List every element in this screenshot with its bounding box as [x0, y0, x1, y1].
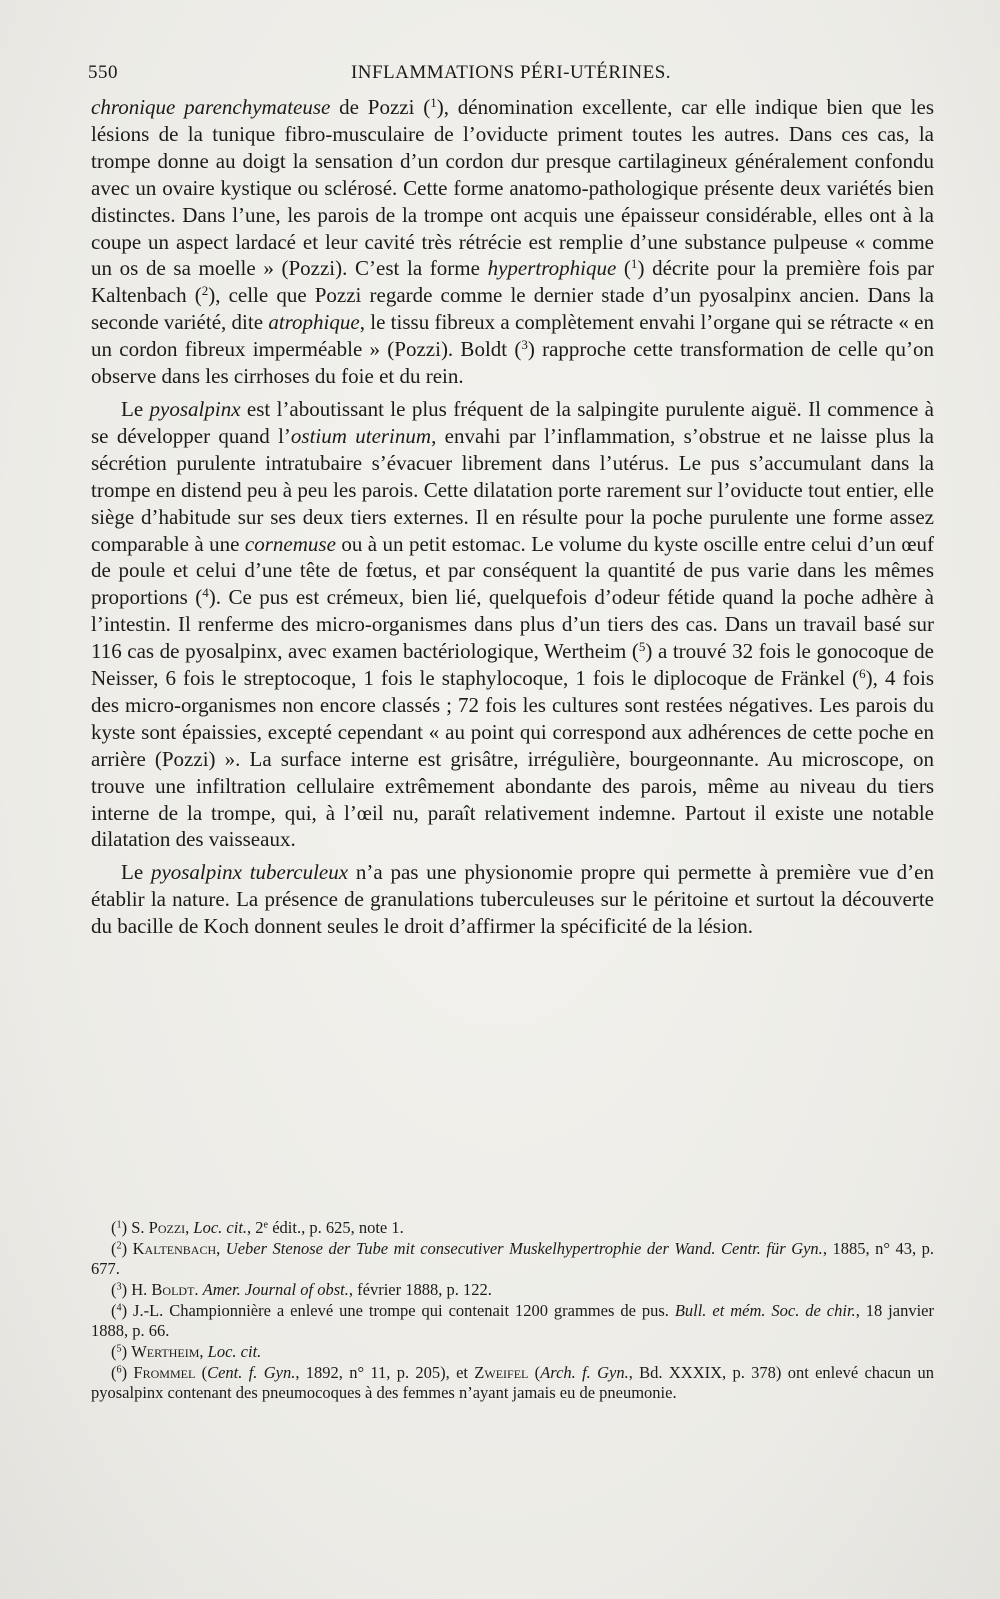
italic-text: cornemuse: [244, 531, 336, 556]
reference-marker: 1: [116, 1219, 122, 1231]
footnote: [91, 1280, 934, 1300]
paragraph: [91, 396, 934, 853]
text-run: , Bd. XXXIX, p. 378) ont enlevé chacun un pyosalpinx contenant des pneumocoques à des femmes n’ayant jamais eu de pneumonie.: [91, 1363, 934, 1402]
text-run: Le: [121, 860, 151, 885]
text-run: (: [616, 256, 631, 281]
text-run: (: [111, 1218, 117, 1237]
author-name: H. Boldt: [131, 1280, 195, 1299]
text-run: , le tissu fibreux a complètement envahi l’organe qui se rétracte « en un cordon fibreux imperméable » (Pozzi). Boldt (: [91, 310, 935, 362]
text-run: Le: [121, 396, 150, 421]
reference-marker: 4: [116, 1302, 122, 1314]
text-run: ), 4 fois des micro-organismes non encore classés ; 72 fois les cultures sont restées négatives. Les parois du kyste sont épaissies, excepté cependant « au point qui correspond aux adhérences de cette poche en arrière (Pozzi) ». La surface interne est grisâtre, irrégulière, bourgeonnante. Au microscope, on trouve une infiltration cellulaire extrêmement abondante des parois, même au niveau du tiers interne de la trompe, qui, à l’œil nu, paraît relativement indemne. Partout il existe une notable dilatation des vaisseaux.: [91, 666, 935, 852]
text-run: (: [528, 1363, 541, 1382]
reference-marker: 3: [116, 1281, 122, 1293]
author-name: Kaltenbach: [132, 1239, 217, 1258]
italic-text: Ueber Stenose der Tube mit consecutiver Muskelhypertrophie der Wand. Centr. für Gyn.: [225, 1239, 823, 1258]
italic-text: Amer. Journal of obst.: [202, 1280, 349, 1299]
italic-text: Loc. cit.: [207, 1342, 262, 1361]
italic-text: pyosalpinx tuberculeux: [150, 860, 349, 885]
text-run: (: [195, 1363, 208, 1382]
paragraph: [91, 94, 934, 390]
text-run: ), dénomination excellente, car elle indique bien que les lésions de la tunique fibro-musculaire de l’oviducte priment toutes les autres. Dans ces cas, la trompe donne au doigt la sensation d’un cordon dur presque cartilagineux généralement confondu avec un ovaire kystique ou sclérosé. Cette forme anatomo-pathologique présente deux variétés bien distinctes. Dans l’une, les parois de la trompe ont acquis une épaisseur considérable, elles ont à la coupe un aspect lardacé et leur cavité très rétrécie est remplie d’une substance pulpeuse « comme un os de sa moelle » (Pozzi). C’est la forme: [91, 95, 934, 281]
author-name: S. Pozzi: [131, 1218, 186, 1237]
italic-text: hypertrophique: [487, 256, 617, 281]
reference-marker: 2: [116, 1240, 122, 1252]
reference-marker: 4: [202, 585, 209, 601]
text-run: ou à un petit estomac. Le volume du kyste oscille entre celui d’un œuf de poule et celui d’une tête de fœtus, et par conséquent la quantité de pus varie dans les mêmes proportions (: [91, 531, 934, 610]
text-run: de Pozzi (: [330, 95, 431, 119]
reference-marker: 5: [116, 1343, 122, 1355]
text-run: ): [121, 1301, 134, 1320]
text-run: (: [111, 1342, 117, 1361]
text-run: ) rapproche cette transformation de celle qu’on observe dans les cirrhoses du foie et du rein.: [91, 337, 934, 389]
text-run: ,: [185, 1218, 194, 1237]
text-run: , envahi par l’inflammation, s’obstrue et ne laisse plus la sécrétion purulente intratubaire s’évacuer librement dans l’utérus. Le pus s’accumulant dans la trompe en distend peu à peu les parois. Cette dilatation porte rarement sur l’oviducte tout entier, elle siège d’habitude sur ses deux tiers externes. Il en résulte pour la poche purulente une forme assez comparable à une: [91, 423, 934, 556]
reference-marker: 1: [430, 94, 437, 110]
text-run: ): [121, 1280, 132, 1299]
text-run: .: [194, 1280, 203, 1299]
reference-marker: 5: [638, 638, 646, 654]
text-run: ) décrite pour la première fois par Kaltenbach (: [91, 256, 934, 308]
text-run: ,: [199, 1342, 208, 1361]
text-run: (: [111, 1301, 117, 1320]
footnotes: [91, 1218, 934, 1404]
italic-text: Bull. et mém. Soc. de chir.: [674, 1301, 856, 1320]
text-run: ,: [216, 1239, 226, 1258]
page-number: 550: [88, 62, 118, 83]
italic-text: Arch. f. Gyn.: [540, 1363, 629, 1382]
italic-text: Loc. cit.: [193, 1218, 248, 1237]
author-name: Wertheim: [131, 1342, 200, 1361]
text-run: , 2: [247, 1218, 264, 1237]
reference-marker: e: [263, 1219, 269, 1231]
footnote: [91, 1218, 934, 1238]
text-run: ): [121, 1239, 133, 1258]
footnote: [91, 1301, 934, 1341]
text-run: ): [121, 1218, 132, 1237]
text-run: ). Ce pus est crémeux, bien lié, quelquefois d’odeur fétide quand la poche adhère à l’intestin. Il renferme des micro-organismes dans plus d’un tiers des cas. Dans un travail basé sur 116 cas de pyosalpinx, avec examen bactériologique, Wertheim (: [91, 585, 934, 664]
italic-text: Cent. f. Gyn.: [207, 1363, 296, 1382]
reference-marker: 2: [201, 283, 209, 299]
text-run: ) a trouvé 32 fois le gonocoque de Neisser, 6 fois le streptocoque, 1 fois le staphylocoque, 1 fois le diplocoque de Fränkel (: [91, 639, 934, 691]
italic-text: pyosalpinx: [149, 396, 241, 421]
paragraph: [91, 859, 934, 940]
footnote: [91, 1239, 934, 1279]
text-run: (: [111, 1239, 117, 1258]
text-run: , 1892, n° 11, p. 205), et: [295, 1363, 475, 1382]
running-title: INFLAMMATIONS PÉRI-UTÉRINES.: [350, 62, 672, 83]
text-run: édit., p. 625, note 1.: [268, 1218, 404, 1237]
text-run: J.-L. Championnière a enlevé une trompe qui contenait 1200 grammes de pus.: [133, 1301, 675, 1320]
footnote: [91, 1342, 934, 1362]
text-run: , février 1888, p. 122.: [348, 1280, 492, 1299]
footnote: [91, 1363, 934, 1403]
author-name: Zweifel: [474, 1363, 529, 1382]
text-run: , 1885, n° 43, p. 677.: [91, 1239, 934, 1278]
author-name: Frommel: [133, 1363, 196, 1382]
text-run: (: [111, 1280, 117, 1299]
text-run: ): [121, 1342, 132, 1361]
text-run: ), celle que Pozzi regarde comme le dernier stade d’un pyosalpinx ancien. Dans la seconde variété, dite: [91, 283, 934, 335]
reference-marker: 6: [116, 1364, 122, 1376]
page-header: [88, 62, 934, 90]
text-run: est l’aboutissant le plus fréquent de la salpingite purulente aiguë. Il commence à se développer quand l’: [91, 396, 934, 448]
text-run: , 18 janvier 1888, p. 66.: [91, 1301, 934, 1340]
body-text: [91, 94, 934, 940]
reference-marker: 1: [630, 256, 638, 272]
text-run: ): [121, 1363, 134, 1382]
italic-text: chronique parenchymateuse: [91, 95, 331, 119]
reference-marker: 6: [859, 665, 866, 681]
italic-text: ostium uterinum: [290, 423, 432, 448]
italic-text: atrophique: [268, 310, 360, 335]
reference-marker: 3: [521, 337, 528, 352]
text-run: (: [111, 1363, 117, 1382]
text-run: n’a pas une physionomie propre qui permette à première vue d’en établir la nature. La présence de granulations tuberculeuses sur le péritoine et surtout la découverte du bacille de Koch donnent seules le droit d’affirmer la spécificité de la lésion.: [91, 860, 934, 939]
